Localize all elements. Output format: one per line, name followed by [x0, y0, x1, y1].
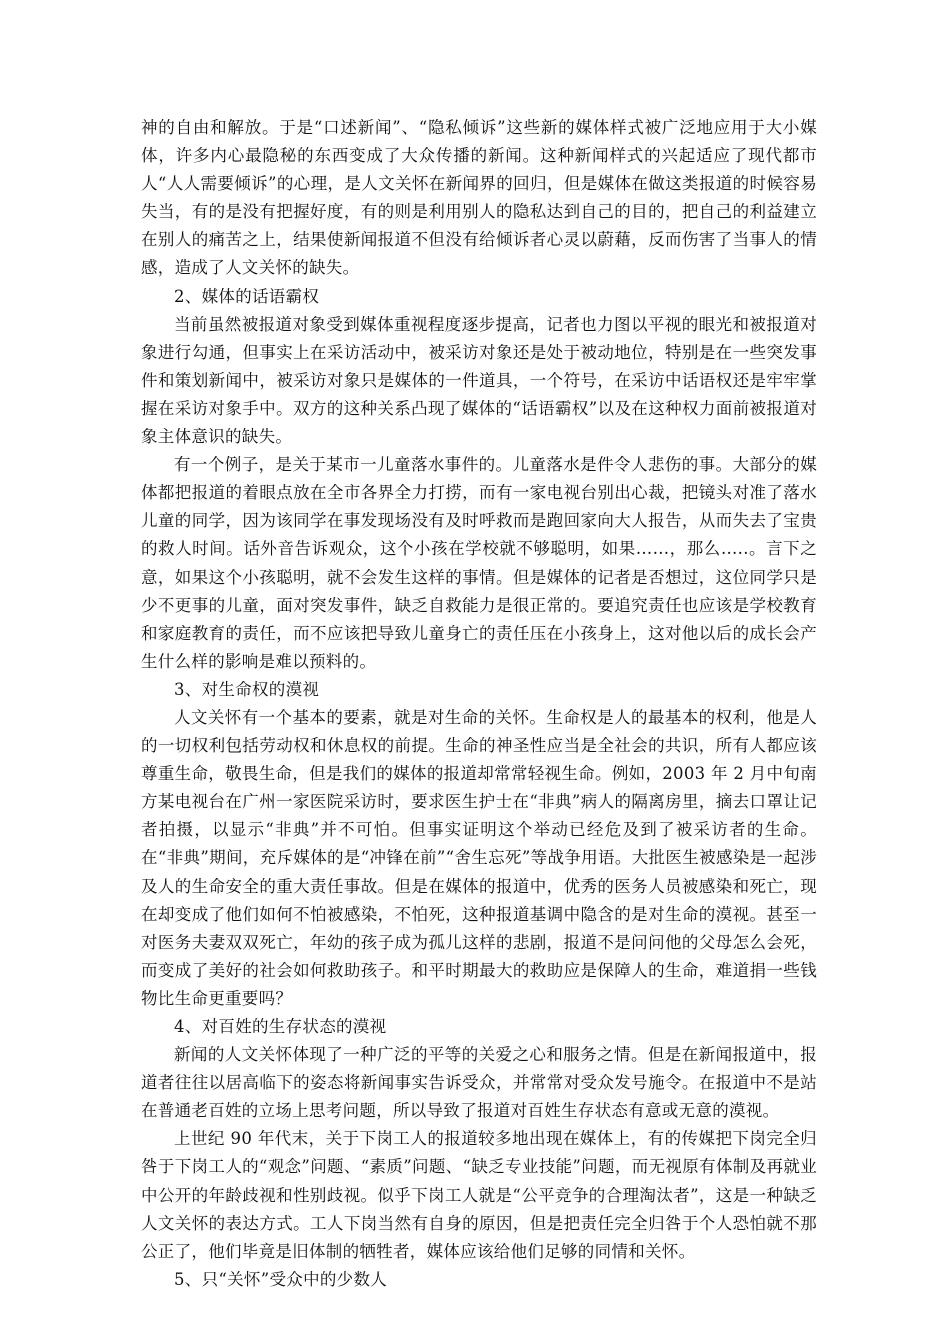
paragraph-discourse-hegemony: 当前虽然被报道对象受到媒体重视程度逐步提高，记者也力图以平视的眼光和被报道对象进行勾通，但事实上在采访活动中，被采访对象还是处于被动地位，特别是在一些突发事件和策划新闻中，被采访对象只是媒体的一件道具，一个符号，在采访中话语权还是牢牢掌握在采访对象手中。双方的这种关系凸现了媒体的“话语霸权”以及在这种权力面前被报道对象主体意识的缺失。	[141, 314, 817, 447]
section-heading-3: 3、对生命权的漠视	[174, 679, 320, 699]
paragraph-child-drowning-example: 有一个例子，是关于某市一儿童落水事件的。儿童落水是件令人悲伤的事。大部分的媒体都把报道的着眼点放在全市各界全力打捞，而有一家电视台别出心裁，把镜头对准了落水儿童的同学，因为该同学在事发现场没有及时呼救而是跑回家向大人报告，从而失去了宝贵的救人时间。话外音告诉观众，这个小孩在学校就不够聪明，如果……，那么…..。言下之意，如果这个小孩聪明，就不会发生这样的事情。但是媒体的记者是否想过，这位同学只是少不更事的儿童，面对突发事件，缺乏自救能力是很正常的。要追究责任也应该是学校教育和家庭教育的责任，而不应该把导致儿童身亡的责任压在小孩身上，这对他以后的成长会产生什么样的影响是难以预料的。	[141, 455, 817, 671]
paragraph-right-to-life: 人文关怀有一个基本的要素，就是对生命的关怀。生命权是人的最基本的权利，他是人的一切权利包括劳动权和休息权的前提。生命的神圣性应当是全社会的共识，所有人都应该尊重生命，敬畏生命，但是我们的媒体的报道却常常轻视生命。例如，2003 年 2 月中旬南方某电视台在广州一家医院采访时，要求医生护士在“非典”病人的隔离房里，摘去口罩让记者拍摄，以显示“非典”并不可怕。但事实证明这个举动已经危及到了被采访者的生命。在“非典”期间，充斥媒体的是“冲锋在前”“舍生忘死”等战争用语。大批医生被感染是一起涉及人的生命安全的重大责任事故。但是在媒体的报道中，优秀的医务人员被感染和死亡，现在却变成了他们如何不怕被感染，不怕死，这种报道基调中隐含的是对生命的漠视。甚至一对医务夫妻双双死亡，年幼的孩子成为孤儿这样的悲剧，报道不是问问他的父母怎么会死，而变成了美好的社会如何救助孩子。和平时期最大的救助应是保障人的生命，难道捐一些钱物比生命更重要吗？	[141, 707, 817, 1008]
paragraph-continuation: 神的自由和解放。于是“口述新闻”、“隐私倾诉”这些新的媒体样式被广泛地应用于大小媒体，许多内心最隐秘的东西变成了大众传播的新闻。这种新闻样式的兴起适应了现代都市人“人人需要倾诉”的心理，是人文关怀在新闻界的回归，但是媒体在做这类报道的时候容易失当，有的是没有把握好度，有的则是利用别人的隐私达到自己的目的，把自己的利益建立在别人的痛苦之上，结果使新闻报道不但没有给倾诉者心灵以蔚藉，反而伤害了当事人的情感，造成了人文关怀的缺失。	[141, 118, 817, 278]
paragraph-laid-off-workers: 上世纪 90 年代末，关于下岗工人的报道较多地出现在媒体上，有的传媒把下岗完全归咎于下岗工人的“观念”问题、“素质”问题、“缺乏专业技能”问题，而无视原有体制及再就业中公开的年龄歧视和性别歧视。似乎下岗工人就是“公平竞争的合理淘汰者”，这是一种缺乏人文关怀的表达方式。工人下岗当然有自身的原因，但是把责任完全归咎于个人恐怕就不那公正了，他们毕竟是旧体制的牺牲者，媒体应该给他们足够的同情和关怀。	[141, 1129, 817, 1261]
document-page	[141, 114, 817, 1294]
section-heading-5: 5、只“关怀”受众中的少数人	[174, 1269, 388, 1289]
paragraph-living-conditions: 新闻的人文关怀体现了一种广泛的平等的关爱之心和服务之情。但是在新闻报道中，报道者往往以居高临下的姿态将新闻事实告诉受众，并常常对受众发号施令。在报道中不是站在普通老百姓的立场上思考问题，所以导致了报道对百姓生存状态有意或无意的漠视。	[141, 1045, 817, 1121]
section-heading-2: 2、媒体的话语霸权	[174, 286, 320, 306]
section-heading-4: 4、对百姓的生存状态的漠视	[174, 1017, 387, 1036]
